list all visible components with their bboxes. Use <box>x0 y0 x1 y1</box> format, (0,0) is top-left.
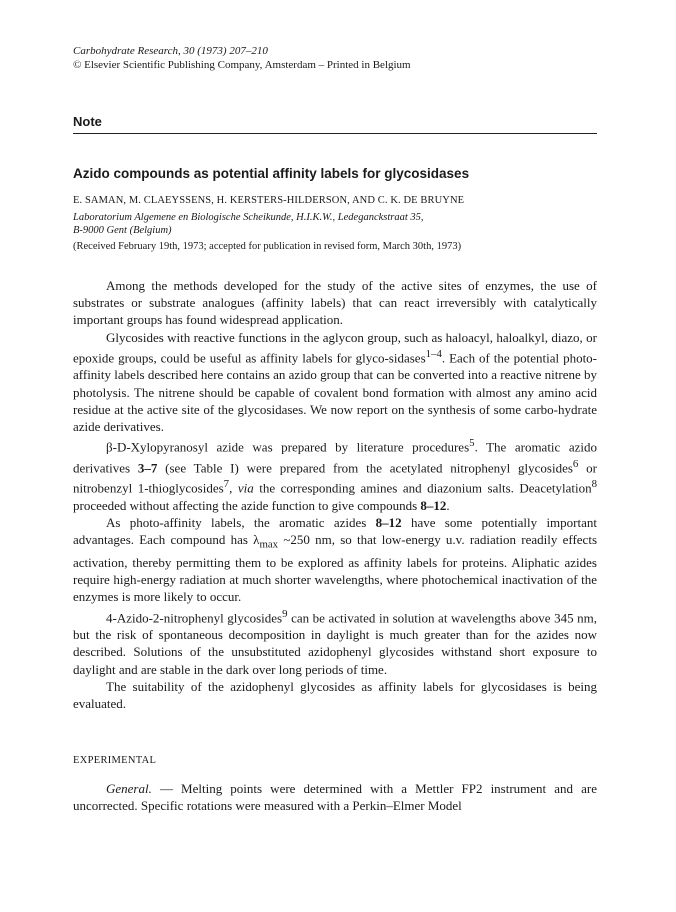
reference-superscript: 5 <box>469 437 475 450</box>
text-run: , <box>229 480 238 496</box>
journal-citation-line <box>73 44 411 58</box>
journal-volume-pages: , 30 (1973) 207–210 <box>178 45 268 57</box>
italic-word: via <box>237 480 254 496</box>
affiliation-line-2: B-9000 Gent (Belgium) <box>73 225 172 236</box>
affiliation-line-1: Laboratorium Algemene en Biologische Scheikunde, H.I.K.W., Ledeganckstraat 35, <box>73 212 424 223</box>
reference-superscript: 9 <box>282 607 288 620</box>
paragraph-1: Among the methods developed for the study of the active sites of enzymes, the use of substrates or substrate analogues (affinity labels) that can react irreversibly with catalytically important groups has found widespread application. <box>73 278 597 328</box>
text-run: . The aromatic azido derivatives <box>73 439 597 476</box>
paper-title: Azido compounds as potential affinity labels for glycosidases <box>73 166 470 181</box>
reference-superscript: 8 <box>591 478 597 491</box>
paragraph-2 <box>73 329 597 436</box>
journal-name: Carbohydrate Research <box>73 45 178 57</box>
text-run: have some potentially important advantages. Each compound has λ <box>73 514 597 548</box>
section-label: Note <box>73 114 102 129</box>
text-run: proceeded without affecting the azide function to give compounds <box>73 497 421 513</box>
compound-numbers: 8–12 <box>420 497 447 513</box>
article-body <box>73 277 597 712</box>
text-run: ~250 nm, so that low-energy u.v. radiation readily effects activation, thereby permitting them to be explored as affinity labels for proteins. Aliphatic azides require high-energy radiation at much shorter wavelengths, where photochemical inactivation of the enzymes is more likely to occur. <box>73 532 597 605</box>
reference-superscript: 7 <box>223 478 230 491</box>
affiliation <box>73 211 424 237</box>
text-run: the corresponding amines and diazonium salts. Deacetylation <box>253 480 592 496</box>
text-run: β-D-Xylopyranosyl azide was prepared by literature procedures <box>106 439 470 455</box>
paragraph-4 <box>73 514 597 606</box>
copyright-line: © Elsevier Scientific Publishing Company, Amsterdam – Printed in Belgium <box>73 59 411 71</box>
general-label: General. <box>106 781 152 796</box>
journal-reference <box>73 44 411 72</box>
compound-numbers: 8–12 <box>375 514 402 530</box>
paragraph-6: The suitability of the azidophenyl glycosides as affinity labels for glycosidases is being evaluated. <box>73 678 597 711</box>
paragraph-3 <box>73 435 597 514</box>
lambda-subscript: max <box>259 538 279 551</box>
text-run: . <box>446 497 450 513</box>
paragraph-5 <box>73 606 597 678</box>
compound-numbers: 3–7 <box>137 460 158 476</box>
header-rule <box>73 133 597 134</box>
experimental-heading: EXPERIMENTAL <box>73 755 157 766</box>
reference-superscript: 6 <box>572 457 579 470</box>
received-dates: (Received February 19th, 1973; accepted for publication in revised form, March 30th, 1973) <box>73 241 462 252</box>
text-run: . Each of the potential photo-affinity labels described here contains an azido group that can be converted into a reactive nitrene by photolysis. The nitrene should be capable of covalent bond formation with almost any amino acid residue at the active site of the glycosidases. We now report on the synthesis of some carbo-hydrate azide derivatives. <box>73 350 598 434</box>
general-paragraph <box>73 780 597 814</box>
author-list: E. SAMAN, M. CLAEYSSENS, H. KERSTERS-HILDERSON, AND C. K. DE BRUYNE <box>73 195 465 206</box>
text-run: As photo-affinity labels, the aromatic azides <box>106 514 376 530</box>
text-run: can be activated in solution at wavelengths above 345 nm, but the risk of spontaneous decomposition in daylight is much greater than for the azides now described. Solutions of the unsubstituted azidophenyl glycosides withstand short exposure to daylight and are stable in the dark over long periods of time. <box>73 609 597 677</box>
text-run: (see Table I) were prepared from the acetylated nitrophenyl glycosides <box>157 460 573 476</box>
general-text: — Melting points were determined with a Mettler FP2 instrument and are uncorrected. Specific rotations were measured with a Perkin–Elmer Model <box>73 781 597 814</box>
reference-superscript: 1–4 <box>425 347 442 360</box>
text-run: 4-Azido-2-nitrophenyl glycosides <box>106 609 283 625</box>
experimental-general <box>73 780 597 814</box>
text-run: Glycosides with reactive functions in the aglycon group, such as haloacyl, haloalkyl, diazo, or epoxide groups, could be useful as affinity labels for glyco-sidases <box>73 329 597 366</box>
text-run: or nitrobenzyl 1-thioglycosides <box>73 460 597 496</box>
